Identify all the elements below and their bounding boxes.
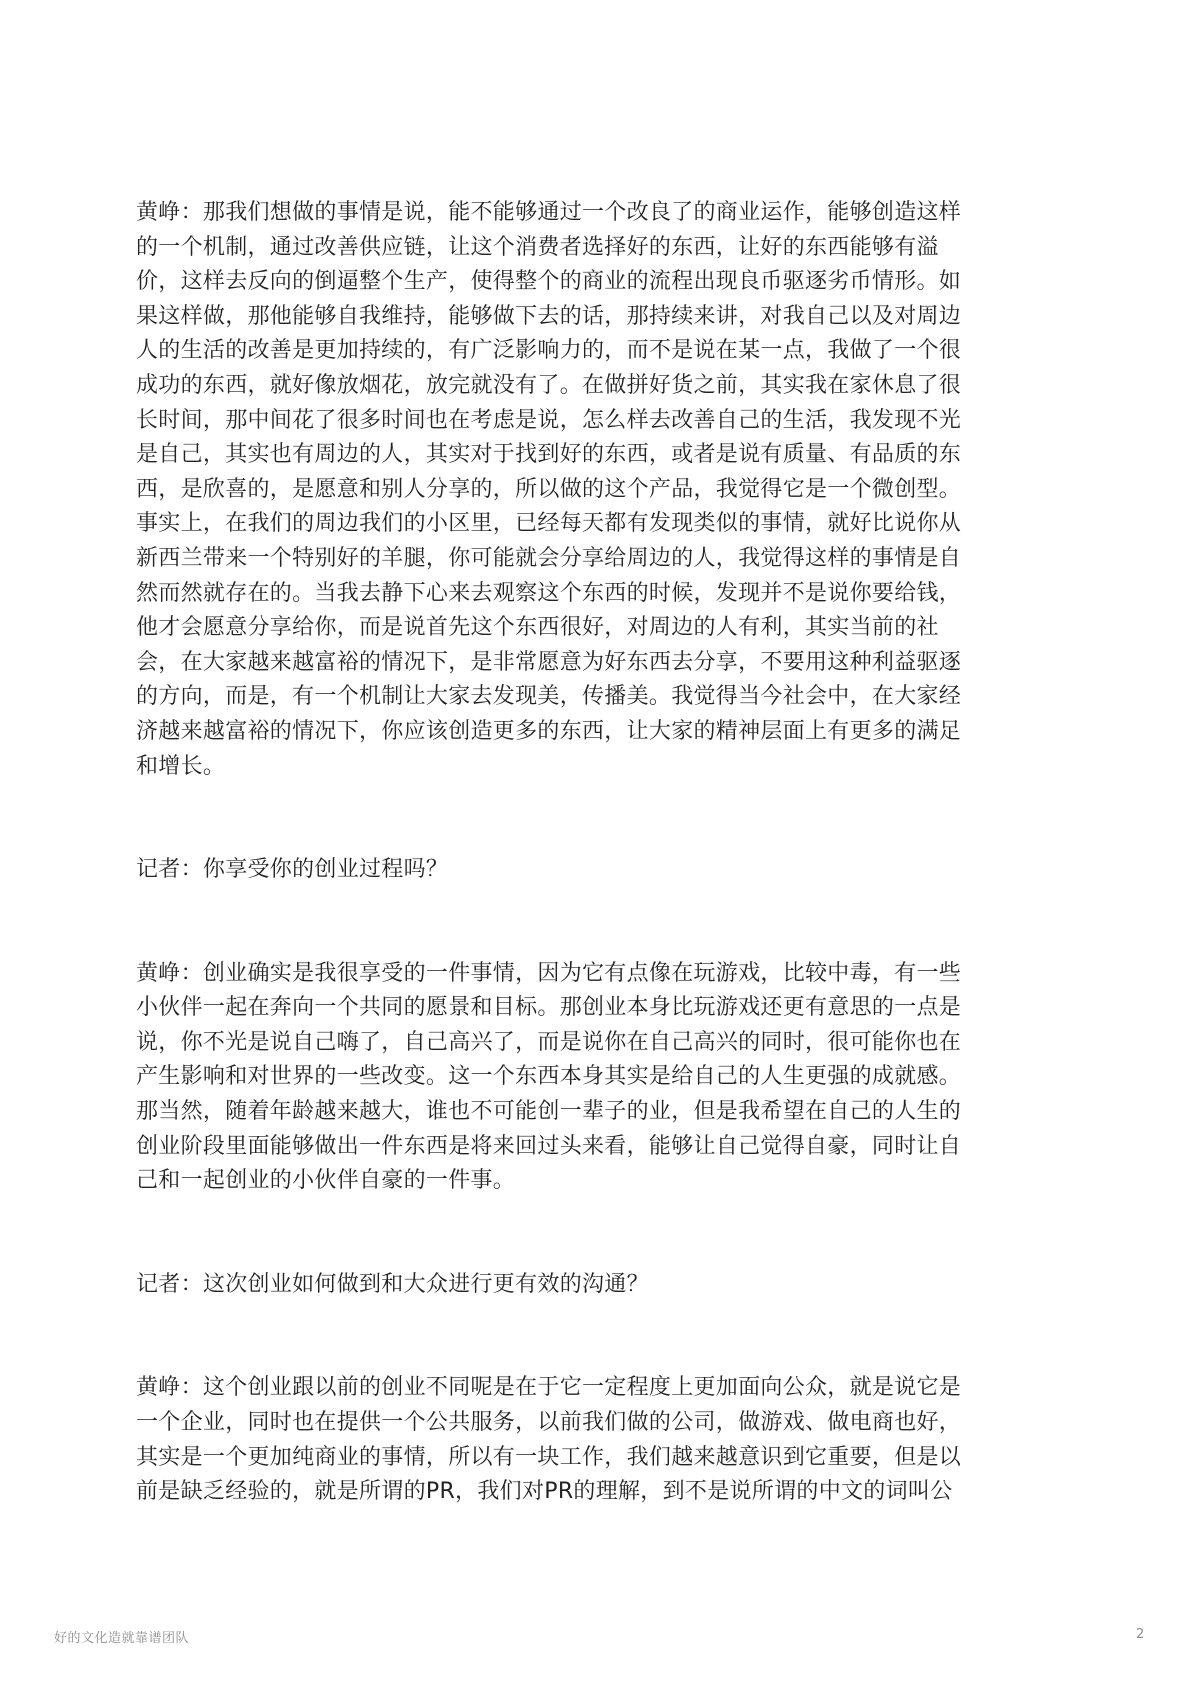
text-line: 记者：这次创业如何做到和大众进行更有效的沟通？ [136,1271,649,1297]
text-line: 西，是欣喜的，是愿意和别人分享的，所以做的这个产品，我觉得它是一个微创型。 [136,476,962,502]
text-line: 那当然，随着年龄越来越大，谁也不可能创一辈子的业，但是我希望在自己的人生的 [136,1099,962,1125]
paragraph-spacer [136,1302,1036,1371]
text-line: 其实是一个更加纯商业的事情，所以有一块工作，我们越来越意识到它重要，但是以 [136,1444,962,1470]
text-line: 会，在大家越来越富裕的情况下，是非常愿意为好东西去分享，不要用这种利益驱逐 [136,649,962,675]
page-number: 2 [1136,1627,1145,1642]
text-line: 的方向，而是，有一个机制让大家去发现美，传播美。我觉得当今社会中，在大家经 [136,684,962,710]
text-line: 事实上，在我们的周边我们的小区里，已经每天都有发现类似的事情，就好比说你从 [136,511,962,537]
text-line: 产生影响和对世界的一些改变。这一个东西本身其实是给自己的人生更强的成就感。 [136,1064,962,1090]
text-line: 是自己，其实也有周边的人，其实对于找到好的东西，或者是说有质量、有品质的东 [136,442,962,468]
text-line: 黄峥：这个创业跟以前的创业不同呢是在于它一定程度上更加面向公众，就是说它是 [136,1375,962,1401]
text-line: 他才会愿意分享给你，而是说首先这个东西很好，对周边的人有利，其实当前的社 [136,615,939,641]
text-line: 黄峥：创业确实是我很享受的一件事情，因为它有点像在玩游戏，比较中毒，有一些 [136,960,962,986]
text-line: 的一个机制，通过改善供应链，让这个消费者选择好的东西，让好的东西能够有溢 [136,234,939,260]
text-line: 济越来越富裕的情况下，你应该创造更多的东西，让大家的精神层面上有更多的满足 [136,718,962,744]
question-paragraph [136,1268,1036,1303]
paragraph-spacer [136,1199,1036,1268]
text-line: 创业阶段里面能够做出一件东西是将来回过头来看，能够让自己觉得自豪，同时让自 [136,1133,962,1159]
paragraph-spacer [136,784,1036,853]
text-line: 一个企业，同时也在提供一个公共服务，以前我们做的公司，做游戏、做电商也好， [136,1410,962,1436]
text-line: 成功的东西，就好像放烟花，放完就没有了。在做拼好货之前，其实我在家休息了很 [136,372,962,398]
text-line: 说，你不光是说自己嗨了，自己高兴了，而是说你在自己高兴的同时，很可能你也在 [136,1029,962,1055]
text-line: 长时间，那中间花了很多时间也在考虑是说，怎么样去改善自己的生活，我发现不光 [136,407,962,433]
text-line: 己和一起创业的小伙伴自豪的一件事。 [136,1168,516,1194]
text-line: 人的生活的改善是更加持续的，有广泛影响力的，而不是说在某一点，我做了一个很 [136,338,962,364]
answer-paragraph [136,196,1036,784]
text-line: 和增长。 [136,753,226,779]
text-line: 价，这样去反向的倒逼整个生产，使得整个的商业的流程出现良币驱逐劣币情形。如 [136,269,962,295]
answer-paragraph [136,957,1036,1199]
question-paragraph [136,853,1036,888]
document-body [136,196,1036,1510]
text-line: 记者：你享受你的创业过程吗？ [136,857,449,883]
text-line: 然而然就存在的。当我去静下心来去观察这个东西的时候，发现并不是说你要给钱， [136,580,962,606]
text-line: 小伙伴一起在奔向一个共同的愿景和目标。那创业本身比玩游戏还更有意思的一点是 [136,995,962,1021]
text-line: 新西兰带来一个特别好的羊腿，你可能就会分享给周边的人，我觉得这样的事情是自 [136,545,962,571]
text-line: 前是缺乏经验的，就是所谓的PR，我们对PR的理解，到不是说所谓的中文的词叫公 [136,1479,953,1505]
paragraph-spacer [136,888,1036,957]
text-line: 黄峥：那我们想做的事情是说，能不能够通过一个改良了的商业运作，能够创造这样 [136,200,962,225]
text-line: 果这样做，那他能够自我维持，能够做下去的话，那持续来讲，对我自己以及对周边 [136,303,962,329]
answer-paragraph [136,1371,1036,1509]
footer-title: 好的文化造就靠谱团队 [54,1631,190,1646]
